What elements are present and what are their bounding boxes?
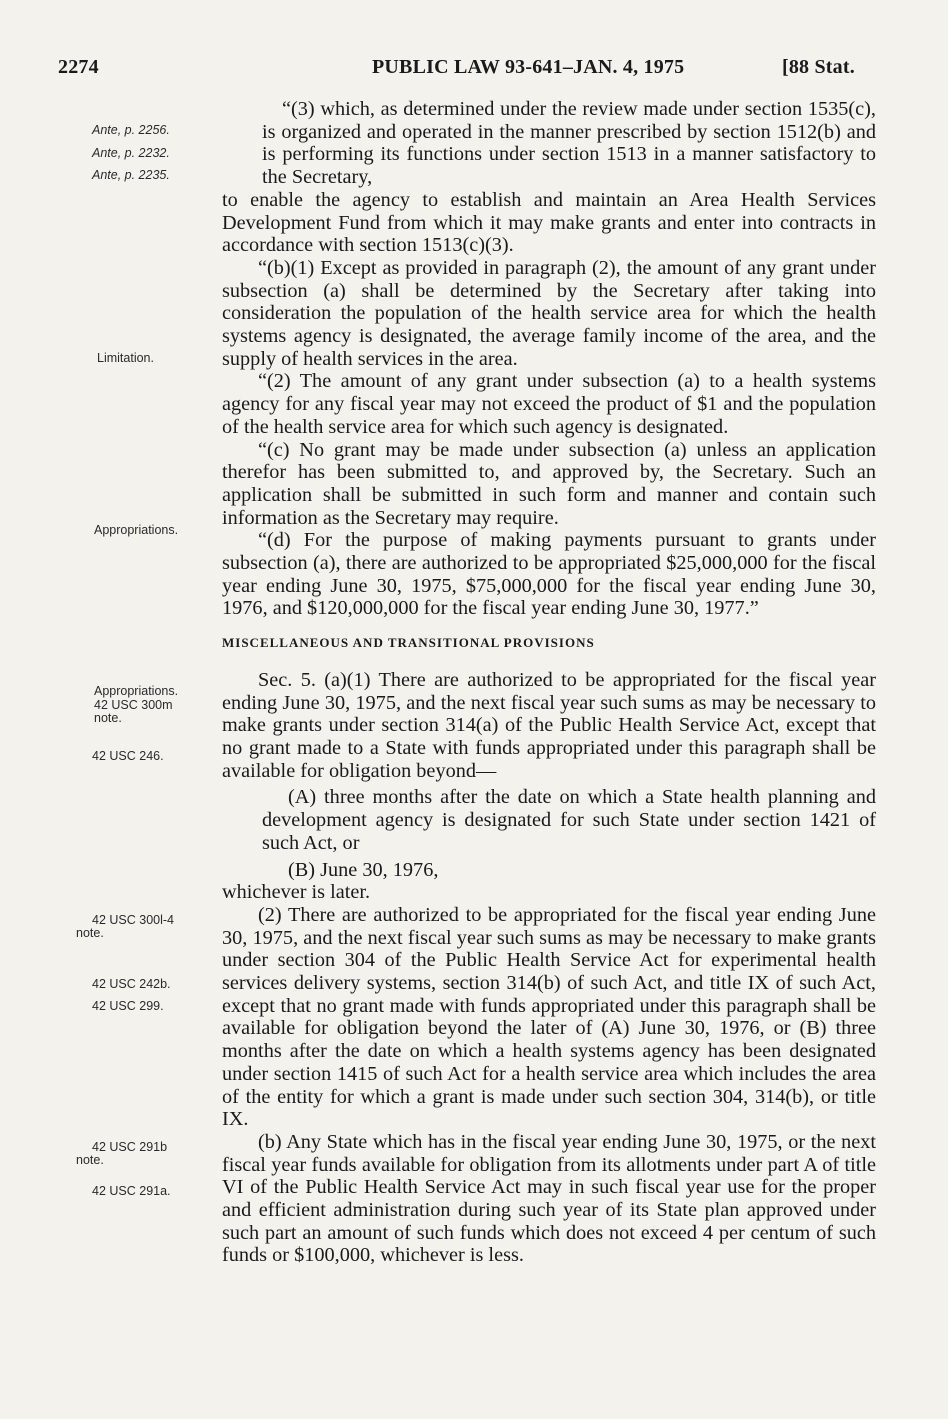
margin-note: Appropriations. <box>94 684 179 698</box>
margin-note: note. <box>94 711 122 725</box>
margin-note: 42 USC 300l-4 <box>92 913 174 927</box>
margin-note: Ante, p. 2235. <box>92 168 170 182</box>
statute-reference: [88 Stat. <box>782 56 855 78</box>
paragraph: “(2) The amount of any grant under subsection (a) to a health systems agency for any fiscal year may not exceed the product of $1 and the population of the health service area for which such agency is designated. <box>222 370 876 438</box>
margin-note: 42 USC 291b <box>92 1140 168 1154</box>
margin-note: Ante, p. 2256. <box>92 123 170 137</box>
page-header-title: PUBLIC LAW 93-641–JAN. 4, 1975 <box>372 56 685 78</box>
paragraph: (b) Any State which has in the fiscal year ending June 30, 1975, or the next fiscal year funds available for obligation from its allotments under part A of title VI of the Public Health Service Act may in such fiscal year use for the proper and efficient administration during such year of its State plan approved under such part an amount of such funds which does not exceed 4 per centum of such funds or $100,000, whichever is less. <box>222 1130 876 1267</box>
paragraph: “(b)(1) Except as provided in paragraph (2), the amount of any grant under subsection (a) shall be determined by the Secretary after taking into consideration the population of the health service area for which the health systems agency is designated, the average family income of the area, and the supply of health services in the area. <box>222 256 876 370</box>
body-text <box>222 98 876 1267</box>
paragraph: “(c) No grant may be made under subsection (a) unless an application therefor has been submitted to, and approved by, the Secretary. Such an application shall be submitted in such form and manner and contain such information as the Secretary may require. <box>222 438 876 529</box>
margin-note: Ante, p. 2232. <box>92 146 170 160</box>
section-heading: MISCELLANEOUS AND TRANSITIONAL PROVISIONS <box>222 635 595 651</box>
paragraph: to enable the agency to establish and maintain an Area Health Services Development Fund from which it may make grants and enter into contracts in accordance with section 1513(c)(3). <box>222 188 876 257</box>
margin-note: Appropriations. <box>94 523 179 537</box>
margin-note: Limitation. <box>97 351 154 365</box>
paragraph: whichever is later. <box>222 881 371 904</box>
page-number: 2274 <box>58 56 99 78</box>
margin-note: 42 USC 299. <box>92 999 164 1013</box>
margin-note: 42 USC 246. <box>92 749 164 763</box>
paragraph: “(d) For the purpose of making payments pursuant to grants under subsection (a), there are authorized to be appropriated $25,000,000 for the fiscal year ending June 30, 1975, $75,000,000 for the fiscal year ending June 30, 1976, and $120,000,000 for the fiscal year ending June 30, 1977.” <box>222 529 876 620</box>
paragraph: (B) June 30, 1976, <box>288 858 439 881</box>
margin-note: 42 USC 291a. <box>92 1184 171 1198</box>
margin-note: note. <box>76 1153 104 1167</box>
margin-note: 42 USC 300m <box>94 698 173 712</box>
paragraph: Sec. 5. (a)(1) There are authorized to be appropriated for the fiscal year ending June 30, 1975, and the next fiscal year such sums as may be necessary to make grants under section 314(a) of the Public Health Service Act, except that no grant made to a State with funds appropriated under this paragraph shall be available for obligation beyond— <box>222 668 876 782</box>
margin-note: note. <box>76 926 104 940</box>
paragraph: (2) There are authorized to be appropriated for the fiscal year ending June 30, 1975, and the next fiscal year such sums as may be necessary to make grants under section 304 of the Public Health Service Act for experimental health services delivery systems, section 314(b) of such Act, and title IX of such Act, except that no grant made with funds appropriated under this paragraph shall be available for obligation beyond the later of (A) June 30, 1976, or (B) three months after the date on which a health systems agency has been designated under section 1415 of such Act for a health service area which includes the area of the entity for which a grant is made under such section 304, 314(b), or title IX. <box>222 903 876 1131</box>
paragraph: (A) three months after the date on which a State health planning and development agency is designated for such State under section 1421 of such Act, or <box>262 786 876 854</box>
margin-note: 42 USC 242b. <box>92 977 171 991</box>
paragraph: “(3) which, as determined under the review made under section 1535(c), is organized and operated in the manner prescribed by section 1512(b) and is performing its functions under section 1513 in a manner satisfactory to the Secretary, <box>262 98 876 189</box>
